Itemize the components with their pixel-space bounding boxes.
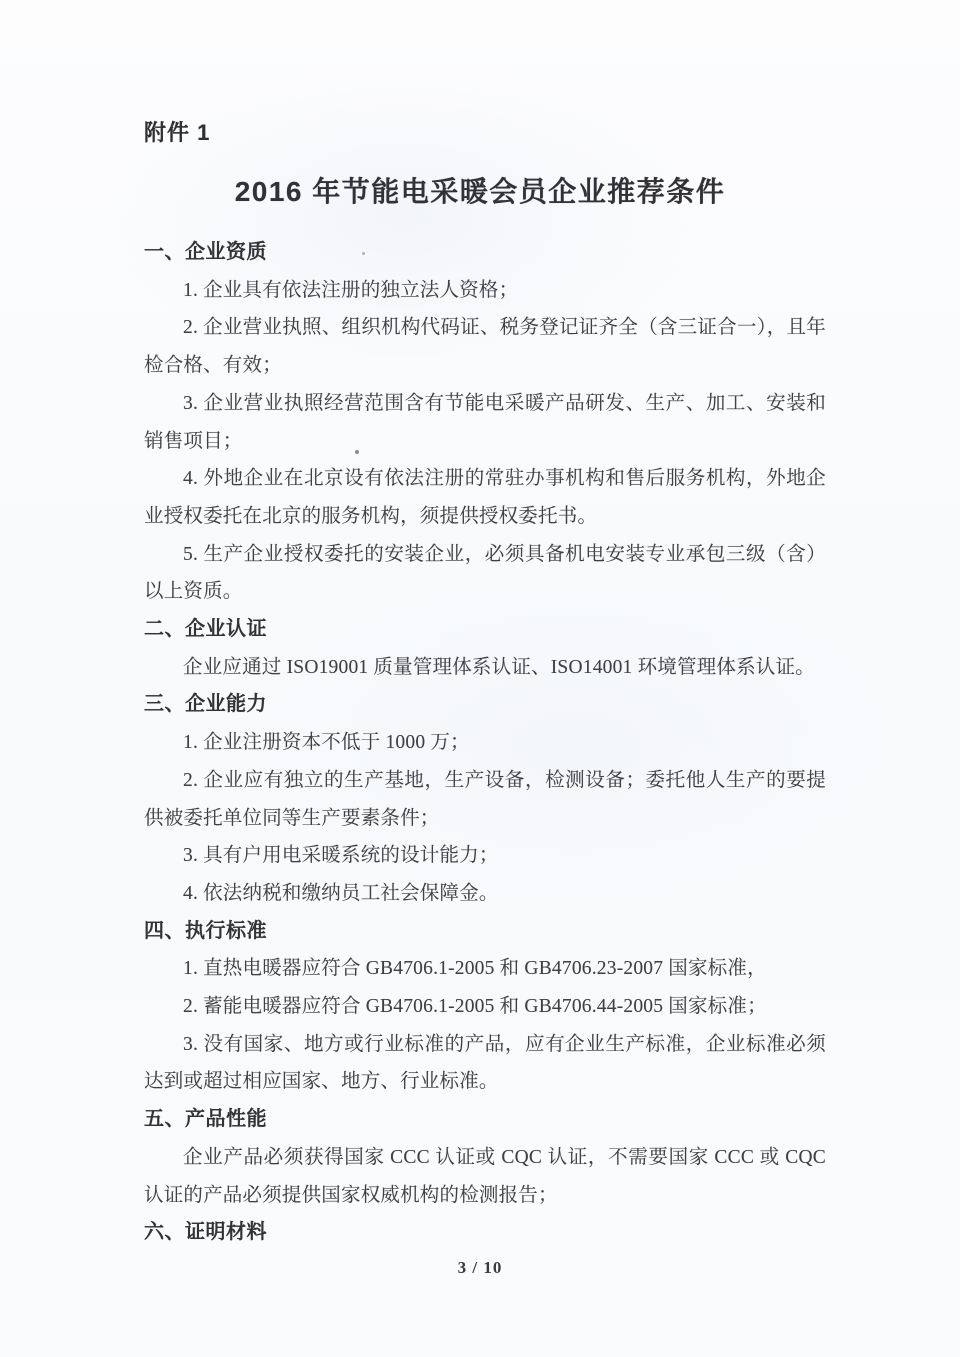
document-title: 2016 年节能电采暖会员企业推荐条件 bbox=[234, 176, 726, 207]
paragraph: 企业产品必须获得国家 CCC 认证或 CQC 认证，不需要国家 CCC 或 CQC 认证的产品必须提供国家权威机构的检测报告； bbox=[144, 1146, 826, 1206]
paragraph: 1. 企业注册资本不低于 1000 万； bbox=[183, 732, 470, 754]
page-number: 3 / 10 bbox=[457, 1258, 503, 1277]
paragraph: 1. 直热电暖器应符合 GB4706.1-2005 和 GB4706.23-2007 国家标准， bbox=[183, 958, 767, 980]
document-body bbox=[144, 234, 826, 1252]
paragraph: 2. 蓄能电暖器应符合 GB4706.1-2005 和 GB4706.44-2005 国家标准； bbox=[183, 996, 767, 1018]
section-heading: 一、企业资质 bbox=[144, 241, 267, 263]
attachment-label: 附件 1 bbox=[144, 120, 211, 145]
paragraph: 1. 企业具有依法注册的独立法人资格； bbox=[183, 279, 519, 301]
section-company-capability bbox=[144, 686, 826, 912]
section-heading: 四、执行标准 bbox=[144, 919, 267, 942]
paragraph: 3. 企业营业执照经营范围含有节能电采暖产品研发、生产、加工、安装和销售项目； bbox=[144, 392, 826, 452]
paragraph: 4. 外地企业在北京设有依法注册的常驻办事机构和售后服务机构，外地企业授权委托在北京的服务机构，须提供授权委托书。 bbox=[144, 468, 826, 527]
section-company-certification bbox=[144, 611, 826, 686]
section-proof-materials bbox=[144, 1214, 826, 1252]
paragraph: 4. 依法纳税和缴纳员工社会保障金。 bbox=[183, 882, 499, 904]
section-product-performance bbox=[144, 1101, 826, 1214]
paragraph: 3. 没有国家、地方或行业标准的产品，应有企业生产标准，企业标准必须达到或超过相应国家、地方、行业标准。 bbox=[144, 1033, 826, 1093]
paragraph: 企业应通过 ISO19001 质量管理体系认证、ISO14001 环境管理体系认证。 bbox=[183, 656, 815, 678]
section-heading: 二、企业认证 bbox=[144, 618, 267, 641]
section-heading: 六、证明材料 bbox=[144, 1221, 267, 1244]
paragraph: 3. 具有户用电采暖系统的设计能力； bbox=[183, 845, 499, 867]
paragraph: 2. 企业应有独立的生产基地，生产设备，检测设备；委托他人生产的要提供被委托单位同等生产要素条件； bbox=[144, 769, 826, 829]
paragraph: 5. 生产企业授权委托的安装企业，必须具备机电安装专业承包三级（含）以上资质。 bbox=[144, 543, 826, 603]
section-company-qualification bbox=[144, 234, 826, 611]
section-heading: 五、产品性能 bbox=[144, 1108, 267, 1131]
scan-speck bbox=[355, 450, 359, 454]
section-heading: 三、企业能力 bbox=[144, 693, 267, 716]
scan-speck bbox=[362, 252, 365, 255]
paragraph: 2. 企业营业执照、组织机构代码证、税务登记证齐全（含三证合一），且年检合格、有效； bbox=[144, 317, 826, 377]
section-execution-standards bbox=[144, 913, 826, 1102]
